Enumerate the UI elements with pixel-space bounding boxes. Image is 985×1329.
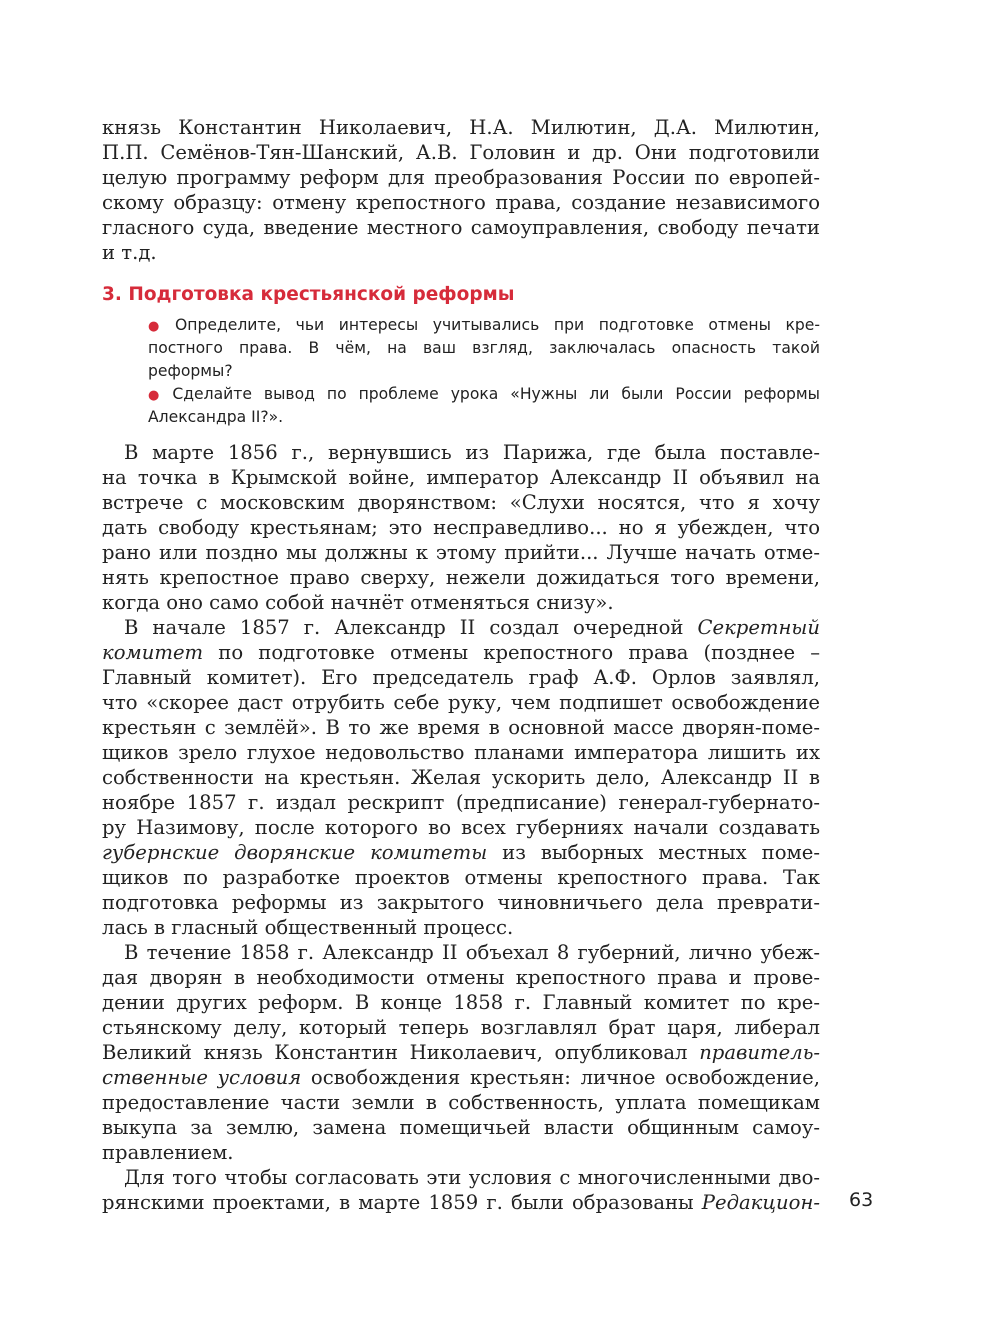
question-line: Александра II?».: [148, 408, 284, 426]
text-line: стьянскому делу, который теперь возглавлял брат царя, либерал: [102, 1016, 820, 1039]
text-line: что «скорее даст отрубить себе руку, чем подпишет освобождение: [102, 691, 820, 714]
text-line: скому образцу: отмену крепостного права, создание независимого: [102, 191, 820, 214]
text-line: рянскими проектами, в марте 1859 г. были образованы Редакцион-: [102, 1191, 820, 1214]
text-line: выкупа за землю, замена помещичьей власти общинным самоу-: [102, 1116, 820, 1139]
text-line: дении других реформ. В конце 1858 г. Главный комитет по кре-: [102, 991, 820, 1014]
question-line: постного права. В чём, на ваш взгляд, заключалась опасность такой: [148, 339, 820, 357]
text-line: ственные условия освобождения крестьян: личное освобождение,: [102, 1066, 820, 1089]
text-line: нять крепостное право сверху, нежели дожидаться того времени,: [102, 566, 820, 589]
text-line: когда оно само собой начнёт отменяться снизу».: [102, 591, 614, 614]
text-line: лась в гласный общественный процесс.: [102, 916, 514, 939]
text-line: рано или поздно мы должны к этому прийти... Лучше начать отме-: [102, 541, 820, 564]
text-line: П.П. Семёнов-Тян-Шанский, А.В. Головин и др. Они подготовили: [102, 141, 820, 164]
text-line: ноябре 1857 г. издал рескрипт (предписание) генерал-губернато-: [102, 791, 820, 814]
text-line: подготовка реформы из закрытого чиновничьего дела преврати-: [102, 891, 820, 914]
text-line: ру Назимову, после которого во всех губерниях начали создавать: [102, 816, 820, 839]
text-line: В марте 1856 г., вернувшись из Парижа, где была поставле-: [124, 441, 820, 464]
text-line: щиков по разработке проектов отмены крепостного права. Так: [102, 866, 820, 889]
text-line: крестьян с землёй». В то же время в основной массе дворян-поме-: [102, 716, 820, 739]
text-line: губернские дворянские комитеты из выборных местных поме-: [102, 841, 820, 864]
text-line: собственности на крестьян. Желая ускорить дело, Александр II в: [102, 766, 820, 789]
page-number: 63: [849, 1189, 874, 1211]
text-line: гласного суда, введение местного самоуправления, свободу печати: [102, 216, 820, 239]
bullet-icon: ●: [148, 388, 167, 403]
text-line: правлением.: [102, 1141, 234, 1164]
text-line: и т.д.: [102, 241, 157, 264]
italic-term: комитет: [102, 641, 204, 664]
section-heading: 3. Подготовка крестьянской реформы: [102, 284, 515, 305]
text-line: целую программу реформ для преобразования России по европей-: [102, 166, 820, 189]
question-line: реформы?: [148, 362, 233, 380]
question-line: ● Сделайте вывод по проблеме урока «Нужны ли были России реформы: [148, 385, 820, 403]
text-line: В течение 1858 г. Александр II объехал 8 губерний, лично убеж-: [124, 941, 820, 964]
text-line: В начале 1857 г. Александр II создал очередной Секретный: [124, 616, 820, 639]
text-line: щиков зрело глухое недовольство планами императора лишить их: [102, 741, 820, 764]
text-line: Для того чтобы согласовать эти условия с многочисленными дво-: [124, 1166, 820, 1189]
italic-term: ственные условия: [102, 1066, 302, 1089]
text-line: предоставление части земли в собственность, уплата помещикам: [102, 1091, 820, 1114]
text-line: на точка в Крымской войне, император Александр II объявил на: [102, 466, 820, 489]
text-line: встрече с московским дворянством: «Слухи носятся, что я хочу: [102, 491, 820, 514]
italic-term: Редакцион-: [701, 1191, 820, 1214]
text-line: князь Константин Николаевич, Н.А. Милютин, Д.А. Милютин,: [102, 116, 820, 139]
question-line: ● Определите, чьи интересы учитывались при подготовке отмены кре-: [148, 316, 821, 334]
italic-term: правитель-: [699, 1041, 820, 1064]
text-line: Великий князь Константин Николаевич, опубликовал правитель-: [102, 1041, 820, 1064]
text-line: Главный комитет). Его председатель граф А.Ф. Орлов заявлял,: [102, 666, 820, 689]
bullet-icon: ●: [148, 319, 169, 334]
italic-term: губернские дворянские комитеты: [102, 841, 488, 864]
italic-term: Секретный: [697, 616, 820, 639]
text-line: дая дворян в необходимости отмены крепостного права и прове-: [102, 966, 820, 989]
text-line: комитет по подготовке отмены крепостного права (позднее –: [102, 641, 820, 664]
text-line: дать свободу крестьянам; это несправедливо... но я убежден, что: [102, 516, 820, 539]
